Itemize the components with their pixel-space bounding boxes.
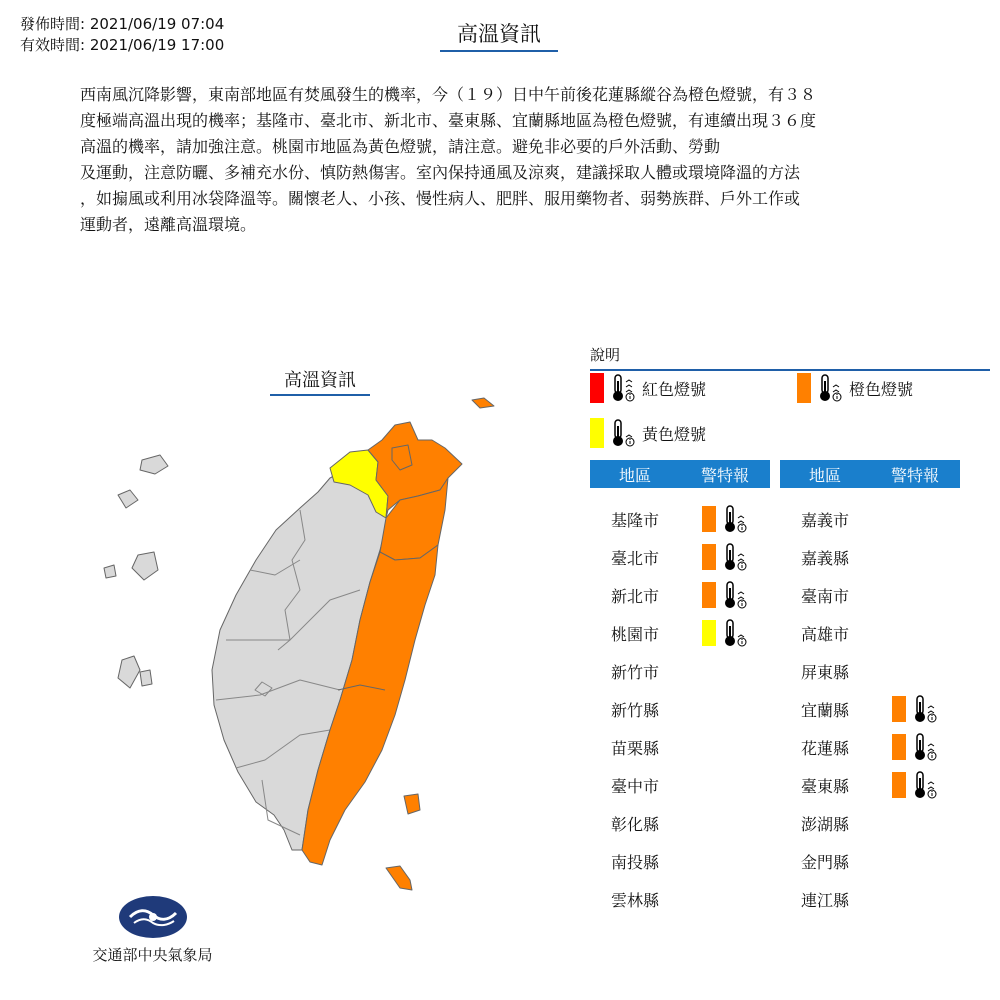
region-name: 金門縣 [800,852,849,872]
thermometer-icon [722,504,748,534]
legend-yellow [590,418,706,448]
thermometer-icon [912,770,938,800]
legend-orange [797,373,913,403]
region-name: 宜蘭縣 [800,700,849,720]
warning-cell [680,542,770,572]
table-row [590,690,770,728]
orchid-island [386,866,412,890]
region-name: 新竹縣 [610,700,659,720]
thermometer-icon [912,694,938,724]
region-name: 連江縣 [800,890,849,910]
table-row [780,576,960,614]
map-title: 高溫資訊 [270,366,370,396]
description-line: 西南風沉降影響，東南部地區有焚風發生的機率，今（１９）日中午前後花蓮縣縱谷為橙色燈號，有３８ [80,85,817,104]
warning-cell [680,580,770,610]
table-row [780,538,960,576]
region-name: 臺東縣 [800,776,849,796]
region-name: 新北市 [610,586,659,606]
table-row [590,500,770,538]
thermometer-icon [610,373,636,403]
col-region: 地區 [808,465,841,485]
orange-warning-marker [892,734,906,760]
table-header-right [780,460,960,488]
table-row [590,880,770,918]
table-row [590,804,770,842]
region-name: 苗栗縣 [610,738,659,758]
table-row [780,766,960,804]
warning-cell [680,618,770,648]
warning-cell [870,732,960,762]
page-title: 高溫資訊 [440,18,558,52]
cwb-logo-icon [118,895,188,939]
legend-red [590,373,706,403]
region-name: 屏東縣 [800,662,849,682]
orange-warning-marker [702,544,716,570]
col-warning: 警特報 [890,465,939,485]
region-name: 高雄市 [800,624,849,644]
table-row [780,842,960,880]
table-row [590,538,770,576]
region-name: 彰化縣 [610,814,659,834]
description-line: 及運動，注意防曬、多補充水份、慎防熱傷害。室內保持通風及涼爽，建議採取人體或環境降溫的方法 [80,163,801,182]
table-row [590,652,770,690]
thermometer-icon [912,732,938,762]
thermometer-icon [817,373,843,403]
red-swatch [590,373,604,403]
region-name: 桃園市 [610,624,659,644]
yellow-warning-marker [702,620,716,646]
region-name: 南投縣 [610,852,659,872]
description-line: 高溫的機率，請加強注意。桃園市地區為黃色燈號，請注意。避免非必要的戶外活動、勞動 [80,137,721,156]
table-row [780,614,960,652]
region-name: 臺南市 [800,586,849,606]
green-island [404,794,420,814]
table-row [590,842,770,880]
description-line: 運動者，遠離高溫環境。 [80,215,257,234]
region-name: 臺中市 [610,776,659,796]
valid-time: 有效時間: 2021/06/19 17:00 [20,36,225,54]
orange-warning-marker [892,696,906,722]
table-row [780,500,960,538]
penghu-islands [140,455,168,474]
table-row [780,652,960,690]
warning-cell [680,504,770,534]
orange-warning-marker [702,506,716,532]
orange-warning-marker [702,582,716,608]
region-name: 嘉義縣 [800,548,849,568]
region-name: 澎湖縣 [800,814,849,834]
region-name: 臺北市 [610,548,659,568]
orange-warning-marker [892,772,906,798]
table-header-left [590,460,770,488]
table-row [590,728,770,766]
table-row [590,766,770,804]
col-region: 地區 [618,465,651,485]
issue-time: 發佈時間: 2021/06/19 07:04 [20,15,225,33]
table-row [780,804,960,842]
table-row [590,576,770,614]
legend-red-label: 紅色燈號 [642,379,707,399]
table-row [780,728,960,766]
description-line: 度極端高溫出現的機率；基隆市、臺北市、新北市、臺東縣、宜蘭縣地區為橙色燈號，有連續出現３６度 [80,111,817,130]
yellow-swatch [590,418,604,448]
warning-cell [870,770,960,800]
agency-name: 交通部中央氣象局 [92,946,213,964]
thermometer-icon [722,542,748,572]
table-row [590,614,770,652]
legend-yellow-label: 黃色燈號 [642,424,707,444]
thermometer-icon [610,418,636,448]
region-name: 嘉義市 [800,510,849,530]
description-line: ，如搧風或利用冰袋降溫等。關懷老人、小孩、慢性病人、肥胖、服用藥物者、弱勢族群、戶外工作或 [80,189,801,208]
keelung-islet [472,398,494,408]
region-name: 花蓮縣 [800,738,849,758]
orange-swatch [797,373,811,403]
legend-orange-label: 橙色燈號 [849,379,914,399]
thermometer-icon [722,580,748,610]
table-row [780,690,960,728]
table-row [780,880,960,918]
description [80,82,920,238]
region-name: 基隆市 [610,510,659,530]
thermometer-icon [722,618,748,648]
region-name: 新竹市 [610,662,659,682]
col-warning: 警特報 [700,465,749,485]
legend-title: 說明 [590,344,990,371]
warning-cell [870,694,960,724]
region-name: 雲林縣 [610,890,659,910]
